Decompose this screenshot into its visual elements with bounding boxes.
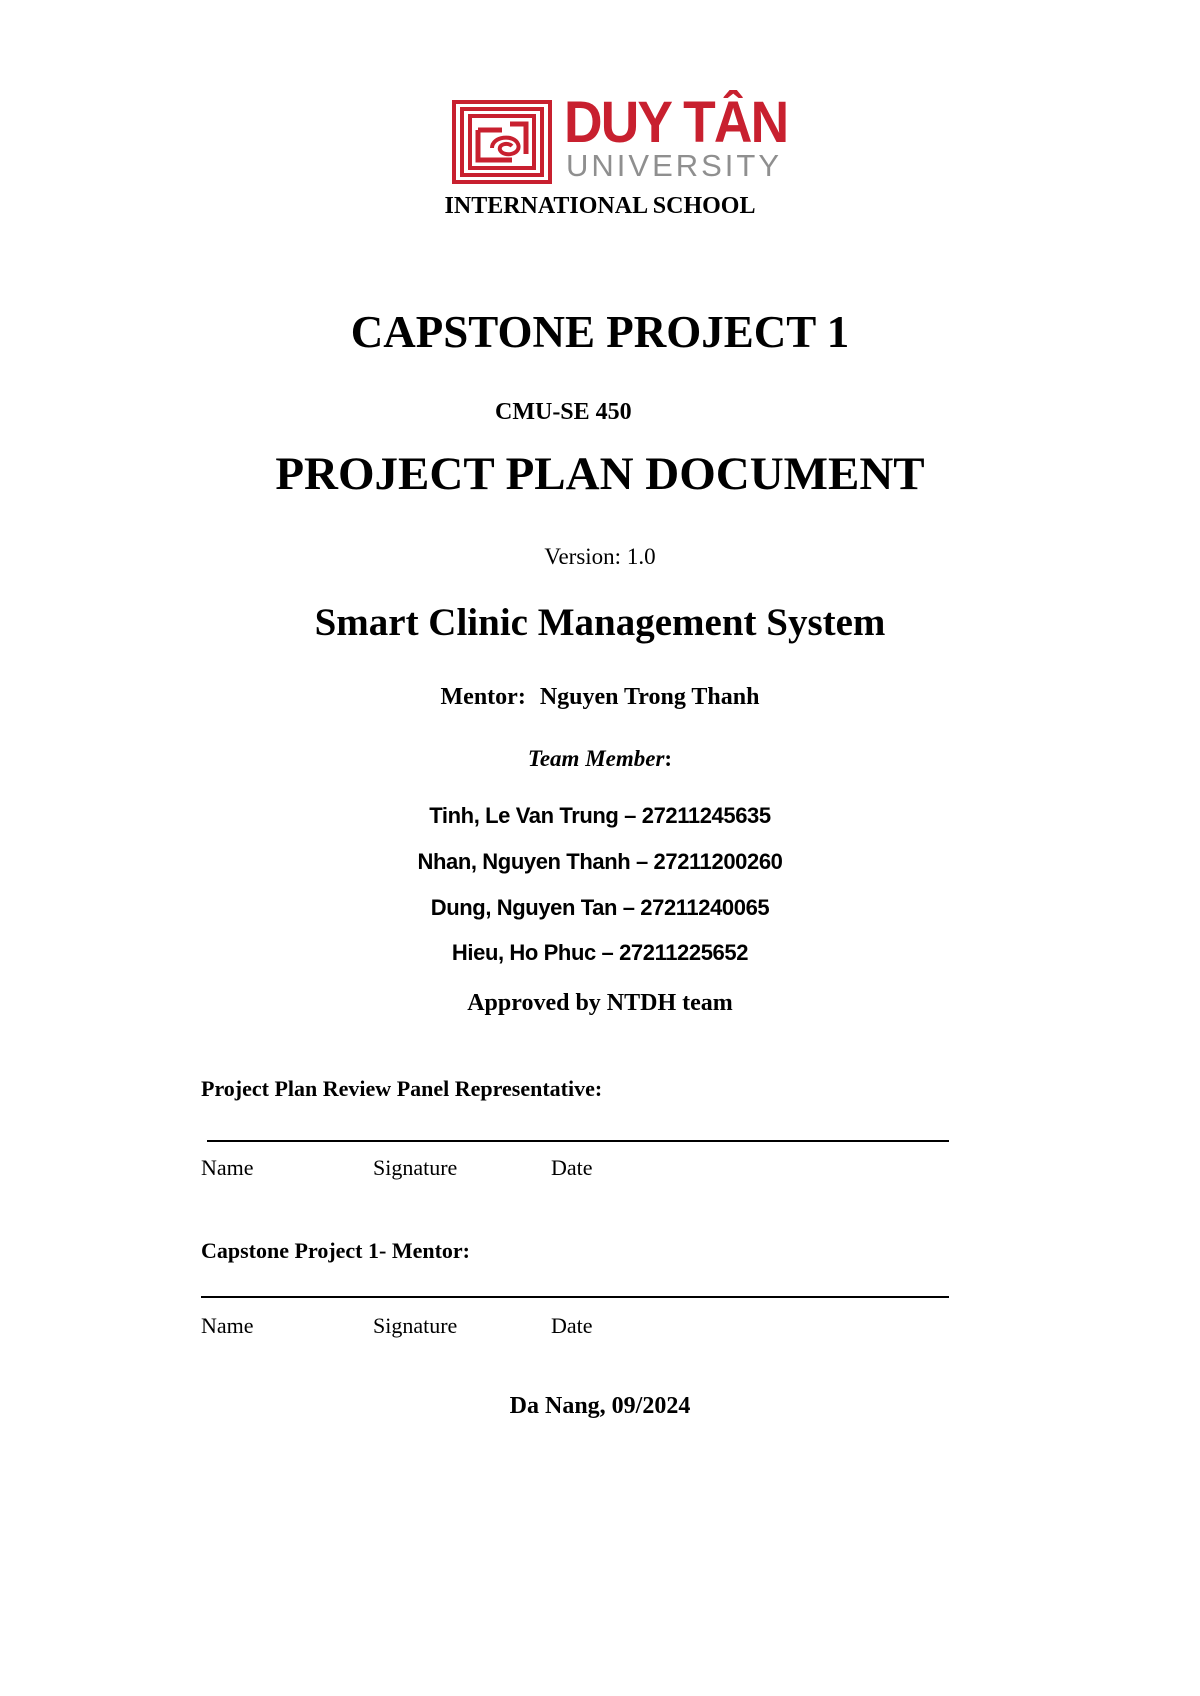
team-member-item: Dung, Nguyen Tan – 27211240065	[430, 895, 770, 920]
team-member-label: Team Member	[527, 746, 665, 771]
course-code: CMU-SE 450	[495, 399, 632, 425]
project-name: Smart Clinic Management System	[314, 601, 886, 644]
capstone-title: CAPSTONE PROJECT 1	[350, 307, 850, 357]
university-emblem-icon	[452, 100, 552, 184]
document-type-title: PROJECT PLAN DOCUMENT	[275, 448, 925, 500]
logo-wordmark: DUY TÂN	[564, 90, 788, 155]
mentor-label: Mentor:	[440, 684, 526, 710]
mentor-line	[0, 684, 1200, 711]
date-column-label: Date	[551, 1155, 593, 1180]
name-column-label: Name	[201, 1313, 254, 1338]
mentor-name: Nguyen Trong Thanh	[539, 684, 760, 710]
university-logo	[452, 90, 788, 184]
version-label: Version: 1.0	[544, 544, 656, 569]
team-member-heading	[0, 746, 1200, 772]
place-and-date: Da Nang, 09/2024	[509, 1393, 691, 1419]
team-member-item: Nhan, Nguyen Thanh – 27211200260	[417, 849, 783, 874]
review-panel-label: Project Plan Review Panel Representative:	[201, 1076, 603, 1101]
signature-line	[207, 1140, 949, 1142]
team-member-item: Hieu, Ho Phuc – 27211225652	[451, 940, 749, 965]
team-member-item: Tinh, Le Van Trung – 27211245635	[429, 803, 771, 828]
team-member-colon: :	[664, 746, 673, 771]
signature-column-label: Signature	[373, 1313, 458, 1338]
date-column-label: Date	[551, 1313, 593, 1338]
approved-by: Approved by NTDH team	[467, 990, 733, 1016]
mentor-signoff-label: Capstone Project 1- Mentor:	[201, 1238, 471, 1263]
name-column-label: Name	[201, 1155, 254, 1180]
signature-line	[201, 1296, 949, 1298]
logo-subtext: UNIVERSITY	[566, 148, 783, 183]
signature-column-label: Signature	[373, 1155, 458, 1180]
school-name: INTERNATIONAL SCHOOL	[444, 193, 756, 219]
